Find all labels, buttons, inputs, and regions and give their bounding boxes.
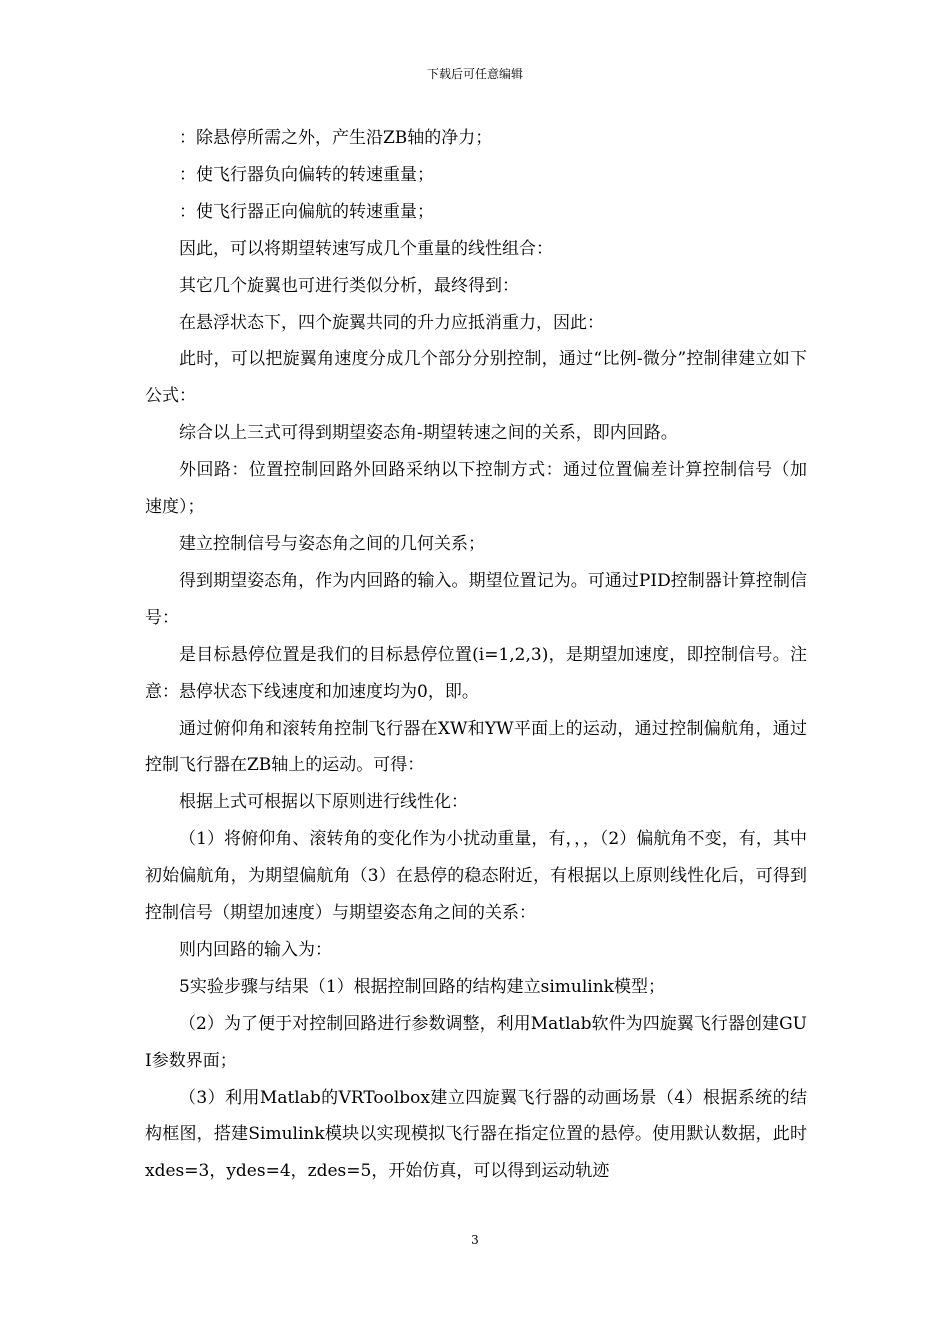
paragraph: 根据上式可根据以下原则进行线性化： [179,792,468,813]
paragraph: 在悬浮状态下，四个旋翼共同的升力应抵消重力，因此： [179,312,604,333]
paragraph: ：除悬停所需之外，产生沿ZB轴的净力； [179,128,493,148]
paragraph: （1）将俯仰角、滚转角的变化作为小扰动重量，有，，，（2）偏航角不变，有，其中初始偏航角，为期望偏航角（3）在悬停的稳态附近，有根据以上原则线性化后，可得到控制信号（期望加速度）与期望姿态角之间的关系： [145,829,807,924]
paragraph: 建立控制信号与姿态角之间的几何关系； [179,533,485,554]
paragraph: 得到期望姿态角，作为内回路的输入。期望位置记为。可通过PID控制器计算控制信号： [145,570,807,628]
paragraph: ：使飞行器负向偏转的转速重量； [179,164,434,185]
page-header: 下载后可任意编辑 [426,67,523,81]
paragraph: 综合以上三式可得到期望姿态角-期望转速之间的关系，即内回路。 [179,423,678,444]
paragraph: 通过俯仰角和滚转角控制飞行器在XW和YW平面上的运动，通过控制偏航角，通过控制飞行器在ZB轴上的运动。可得： [145,718,807,776]
paragraph: 则内回路的输入为： [179,939,332,960]
paragraph: ：使飞行器正向偏航的转速重量； [179,201,434,222]
paragraph: 5实验步骤与结果（1）根据控制回路的结构建立simulink模型； [179,976,665,997]
document-body [145,120,807,1190]
paragraph: 其它几个旋翼也可进行类似分析，最终得到： [179,275,519,296]
paragraph: 外回路：位置控制回路外回路采纳以下控制方式：通过位置偏差计算控制信号（加速度）； [145,460,807,518]
paragraph: （2）为了便于对控制回路进行参数调整，利用Matlab软件为四旋翼飞行器创建GUI参数界面； [145,1013,807,1071]
page-number: 3 [471,1233,479,1247]
paragraph: （3）利用Matlab的VRToolbox建立四旋翼飞行器的动画场景（4）根据系统的结构框图，搭建Simulink模块以实现模拟飞行器在指定位置的悬停。使用默认数据，此时xdes=3，ydes=4，zdes=5，开始仿真，可以得到运动轨迹 [145,1087,807,1182]
paragraph: 是目标悬停位置是我们的目标悬停位置(i=1,2,3)，是期望加速度，即控制信号。注意：悬停状态下线速度和加速度均为0，即。 [145,644,807,702]
paragraph: 此时，可以把旋翼角速度分成几个部分分别控制，通过“比例-微分”控制律建立如下公式： [145,349,807,407]
paragraph: 因此，可以将期望转速写成几个重量的线性组合： [179,238,553,259]
